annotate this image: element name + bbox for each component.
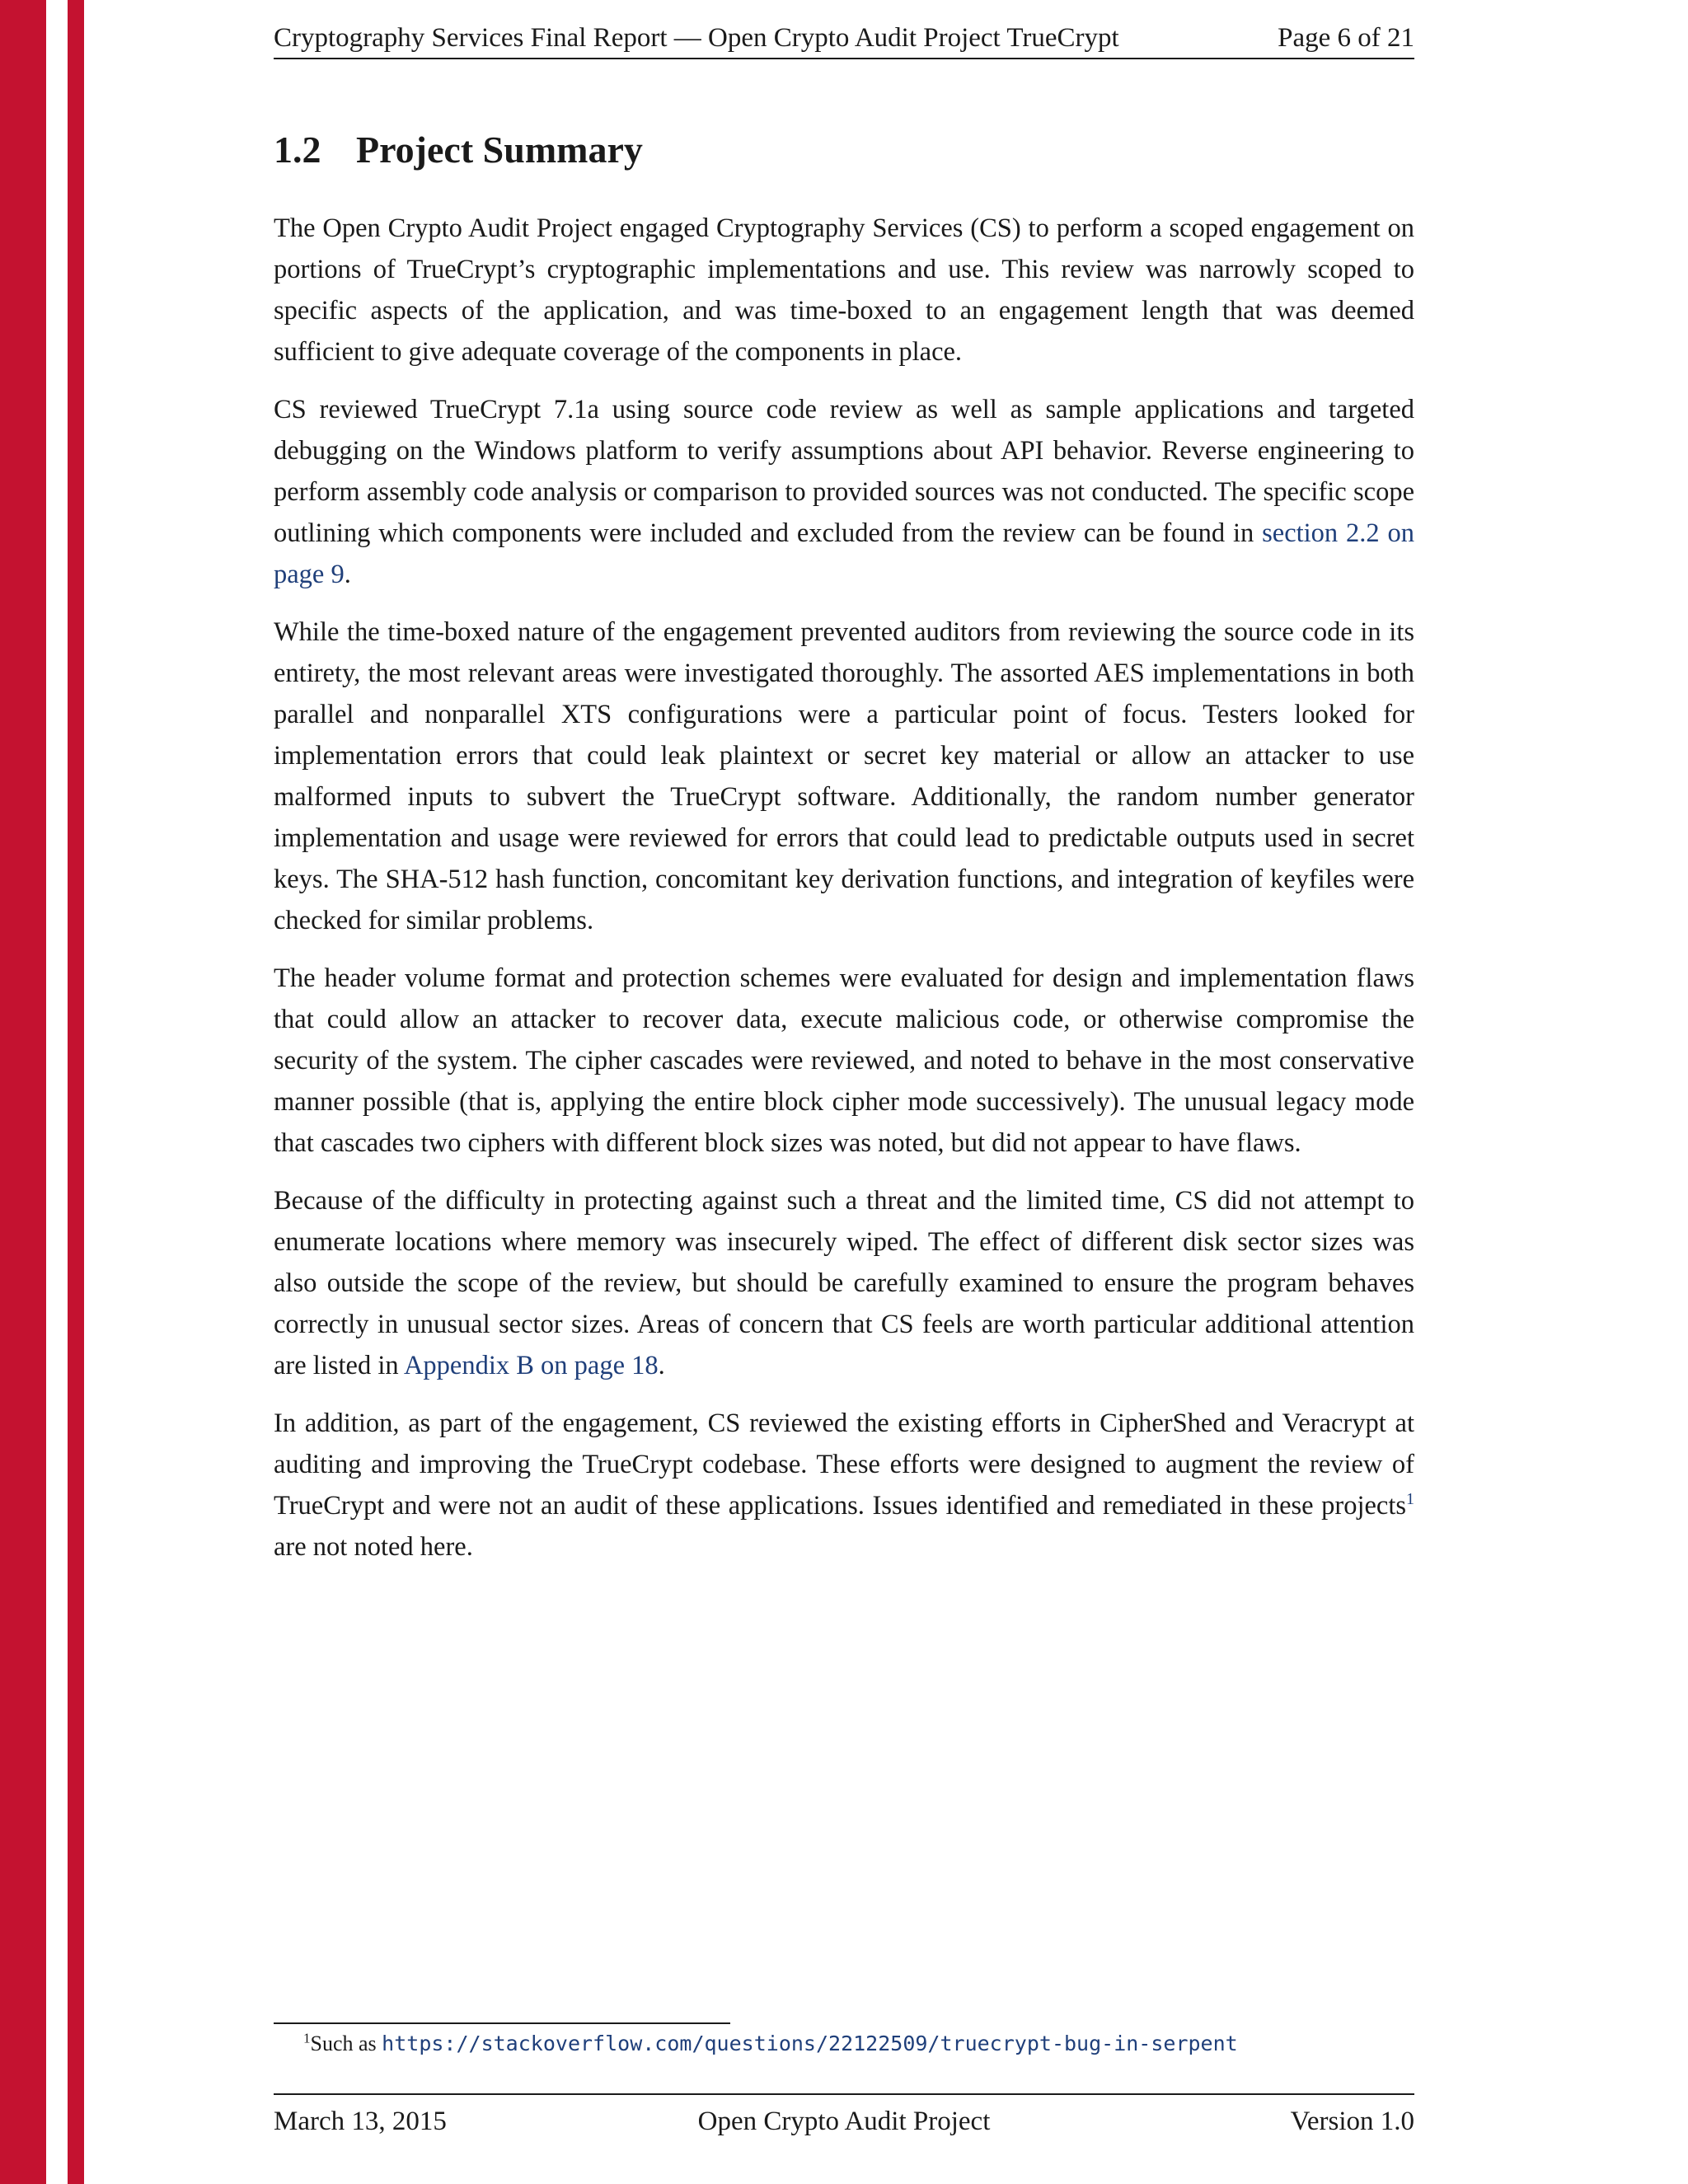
section-2-2-link[interactable]: section 2.2 on page 9 <box>274 518 1414 589</box>
paragraph-5 <box>274 1180 1414 1386</box>
section-title: Project Summary <box>356 129 643 171</box>
left-red-bar-wide <box>0 0 46 2184</box>
paragraph-6 <box>274 1403 1414 1568</box>
page-footer <box>274 2093 1414 2138</box>
footnote-rule <box>274 2022 730 2024</box>
header-title: Cryptography Services Final Report — Open Crypto Audit Project TrueCrypt <box>274 23 1119 53</box>
header-page-number: Page 6 of 21 <box>1278 23 1414 53</box>
paragraph-5-text: Because of the difficulty in protecting against such a threat and the limited time, CS did not attempt to enumerate locations where memory was insecurely wiped. The effect of different disk sector sizes was also outside the scope of the review, but should be carefully examined to ensure the program behaves correctly in unusual sector sizes. Areas of concern that CS feels are worth particular additional attention are listed in <box>274 1186 1414 1380</box>
page-header <box>274 20 1414 59</box>
section-heading <box>274 122 643 178</box>
appendix-b-link[interactable]: Appendix B on page 18 <box>403 1351 659 1380</box>
footnote-1 <box>303 2029 1238 2059</box>
footer-version: Version 1.0 <box>1290 2107 1414 2136</box>
section-number: 1.2 <box>274 129 321 171</box>
paragraph-2-text: CS reviewed TrueCrypt 7.1a using source code review as well as sample applications and targeted debugging on the Windows platform to verify assumptions about API behavior. Reverse engineering to perform assembly code analysis or comparison to provided sources was not conducted. The specific scope outlining which components were included and excluded from the review can be found in <box>274 395 1414 548</box>
footnote-mark: 1 <box>303 2030 311 2046</box>
paragraph-1: The Open Crypto Audit Project engaged Cryptography Services (CS) to perform a scoped engagement on portions of TrueCrypt’s cryptographic implementations and use. This review was narrowly scoped to specific aspects of the application, and was time-boxed to an engagement length that was deemed sufficient to give adequate coverage of the components in place. <box>274 213 1414 367</box>
footnote-text: Such as <box>310 2032 382 2055</box>
footnote-ref-1[interactable]: 1 <box>1406 1490 1414 1509</box>
paragraph-5-end: . <box>658 1351 665 1380</box>
footer-org: Open Crypto Audit Project <box>697 2107 991 2136</box>
paragraph-6-end: are not noted here. <box>274 1532 473 1562</box>
paragraph-4: The header volume format and protection schemes were evaluated for design and implementation flaws that could allow an attacker to recover data, execute malicious code, or otherwise compromise the security of the system. The cipher cascades were reviewed, and noted to behave in the most conservative manner possible (that is, applying the entire block cipher mode successively). The unusual legacy mode that cascades two ciphers with different block sizes was noted, but did not appear to have flaws. <box>274 963 1414 1158</box>
paragraph-3: While the time-boxed nature of the engagement prevented auditors from reviewing the source code in its entirety, the most relevant areas were investigated thoroughly. The assorted AES implementations in both parallel and nonparallel XTS configurations were a particular point of focus. Testers looked for implementation errors that could leak plaintext or secret key material or allow an attacker to use malformed inputs to subvert the TrueCrypt software. Additionally, the random number generator implementation and usage were reviewed for errors that could lead to predictable outputs used in secret keys. The SHA-512 hash function, concomitant key derivation functions, and integration of keyfiles were checked for similar problems. <box>274 617 1414 935</box>
paragraph-6-text: In addition, as part of the engagement, CS reviewed the existing efforts in CipherShed and Veracrypt at auditing and improving the TrueCrypt codebase. These efforts were designed to augment the review of TrueCrypt and were not an audit of these applications. Issues identified and remediated in these projects <box>274 1408 1414 1521</box>
paragraph-2-end: . <box>344 560 351 589</box>
body-text <box>274 208 1414 1584</box>
footer-date: March 13, 2015 <box>274 2107 447 2136</box>
left-red-bar-thin <box>68 0 84 2184</box>
paragraph-2 <box>274 389 1414 595</box>
footnote-url-link[interactable]: https://stackoverflow.com/questions/22122509/truecrypt-bug-in-serpent <box>382 2032 1238 2055</box>
